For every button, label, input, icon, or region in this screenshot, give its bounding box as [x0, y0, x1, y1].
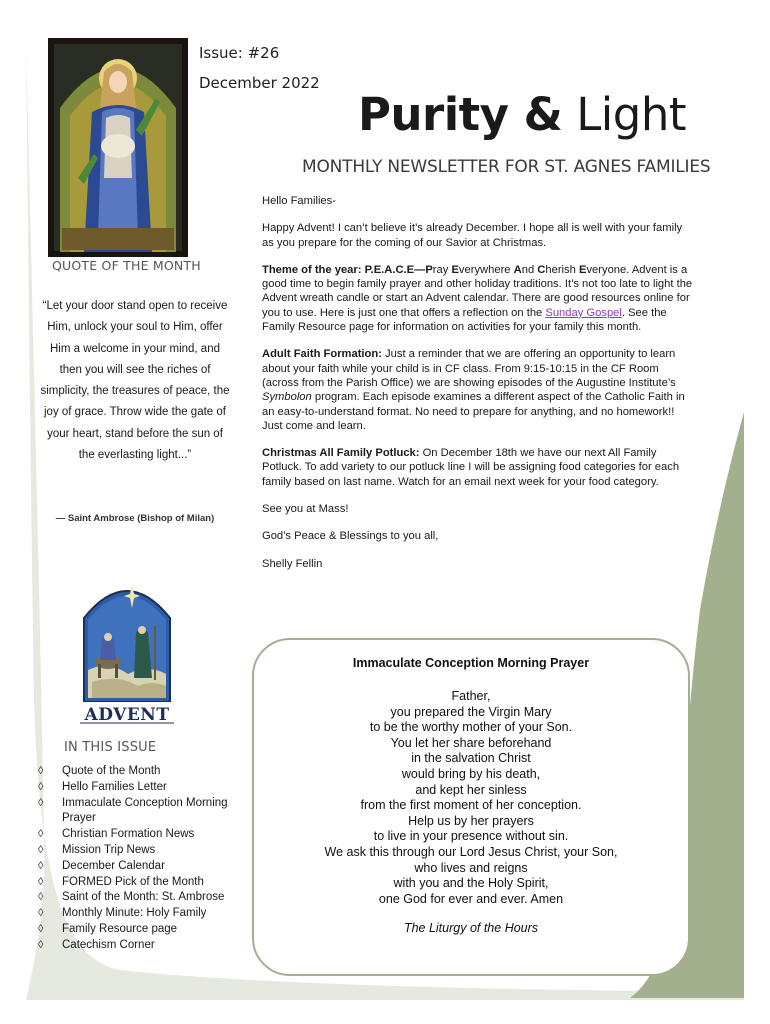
theme-initial: E	[451, 263, 459, 276]
prayer-line: Help us by her prayers	[408, 813, 534, 828]
newsletter-subtitle: MONTHLY NEWSLETTER FOR ST. AGNES FAMILIES	[302, 157, 711, 177]
prayer-line: from the first moment of her conception.	[360, 798, 582, 813]
list-item-label: Saint of the Month: St. Ambrose	[62, 891, 225, 904]
letter-signature: Shelly Fellin	[262, 557, 323, 570]
diamond-bullet-icon: ◊	[38, 796, 44, 809]
list-item	[38, 859, 243, 875]
prayer-line: one God for ever and ever. Amen	[378, 891, 564, 906]
issue-number: Issue: #26	[199, 44, 280, 62]
hello-families-letter	[262, 194, 694, 584]
title-light: Light	[576, 88, 687, 141]
letter-closing: God’s Peace & Blessings to you all,	[262, 530, 439, 543]
adult-faith-paragraph	[262, 347, 694, 433]
adult-faith-body: Just a reminder that we are offering an opportunity to learn about your faith while your child is in CF class. From 9:15-10:15 in the CF Room (across from the Parish Office) we are showing episodes of the Augustine Institute’s	[262, 348, 676, 389]
theme-word-rest: ray	[432, 263, 452, 276]
list-item-label: Monthly Minute: Holy Family	[62, 907, 207, 920]
theme-initial: P	[425, 263, 433, 276]
list-item	[38, 922, 243, 938]
diamond-bullet-icon: ◊	[38, 780, 44, 793]
list-item-label: Quote of the Month	[62, 765, 161, 777]
advent-holy-family-journey-image	[78, 570, 176, 725]
prayer-title: Immaculate Conception Morning Prayer	[352, 656, 590, 670]
potluck-paragraph	[262, 446, 694, 489]
prayer-line: We ask this through our Lord Jesus Christ, your Son,	[324, 844, 618, 859]
list-item-label: Mission Trip News	[62, 843, 156, 856]
potluck-body: On December 18th we have our next All Family Potluck. To add variety to our potluck line I will be assigning food categories for each family based on last name. Watch for an email next week for your food category.	[262, 447, 680, 488]
prayer-line: in the salvation Christ	[411, 751, 531, 766]
adult-faith-body-end: program. Each episode examines a different aspect of the Catholic Faith in an easy-to-understand format. No need to prepare for anything, and no homework!! Just come and learn.	[262, 391, 685, 432]
prayer-line: to live in your presence without sin.	[373, 829, 569, 844]
theme-initial: E	[578, 263, 587, 276]
diamond-bullet-icon: ◊	[38, 891, 44, 904]
quote-attribution: — Saint Ambrose (Bishop of Milan)	[55, 513, 215, 524]
advent-label: ADVENT	[84, 705, 170, 725]
theme-word-rest: verywhere	[458, 263, 514, 276]
theme-heading: Theme of the year: P.E.A.C.E—	[262, 263, 426, 276]
list-item-label: Catechism Corner	[62, 938, 155, 951]
list-item-label: December Calendar	[62, 859, 165, 872]
prayer-source: The Liturgy of the Hours	[403, 921, 539, 935]
prayer-line: You let her share beforehand	[390, 735, 552, 750]
diamond-bullet-icon: ◊	[38, 922, 44, 935]
potluck-heading: Christmas All Family Potluck:	[262, 447, 420, 460]
list-item	[38, 843, 243, 859]
diamond-bullet-icon: ◊	[38, 843, 44, 856]
prayer-text	[254, 689, 688, 907]
list-item-label: Immaculate Conception Morning Prayer	[62, 796, 228, 825]
theme-initial: A	[513, 263, 522, 276]
list-item-label: Christian Formation News	[62, 828, 195, 841]
sunday-gospel-link[interactable]: Sunday Gospel	[545, 306, 622, 319]
list-item-label: Hello Families Letter	[62, 780, 167, 793]
diamond-bullet-icon: ◊	[38, 828, 44, 841]
list-item	[38, 938, 243, 954]
list-item-label: FORMED Pick of the Month	[62, 875, 204, 888]
prayer-line: and kept her sinless	[415, 782, 527, 797]
stained-glass-virgin-mary-image	[48, 38, 188, 257]
prayer-line: you prepared the Virgin Mary	[390, 704, 552, 719]
theme-paragraph	[262, 263, 694, 334]
see-you-at-mass: See you at Mass!	[262, 503, 349, 516]
diamond-bullet-icon: ◊	[38, 765, 44, 777]
diamond-bullet-icon: ◊	[38, 875, 44, 888]
theme-word-rest: veryone.	[586, 263, 630, 276]
quote-of-the-month-heading: QUOTE OF THE MONTH	[52, 258, 201, 273]
in-this-issue-list	[38, 764, 243, 954]
theme-initial: C	[537, 263, 546, 276]
prayer-line: to be the worthy mother of your Son.	[369, 720, 573, 735]
list-item-label: Family Resource page	[62, 922, 178, 935]
theme-words	[425, 264, 629, 276]
theme-word-rest: nd	[521, 263, 538, 276]
quote-text: “Let your door stand open to receive Him, unlock your soul to Him, offer Him a welcome in your mind, and then you will see the riches of simplicity, the treasures of peace, the joy of grace. Throw wide the gate of your heart, stand before the sun of the everlasting light...”	[40, 300, 230, 462]
list-item	[38, 906, 243, 922]
title-purity: Purity &	[358, 88, 563, 141]
adult-faith-heading: Adult Faith Formation:	[262, 348, 382, 361]
diamond-bullet-icon: ◊	[38, 859, 44, 872]
diamond-bullet-icon: ◊	[38, 907, 44, 920]
diamond-bullet-icon: ◊	[38, 938, 44, 951]
list-item	[38, 827, 243, 843]
newsletter-title	[358, 88, 686, 141]
prayer-line: who lives and reigns	[414, 860, 528, 875]
theme-body-end: . See the Family Resource page for information on activities for your family this month.	[262, 306, 667, 334]
list-item	[38, 890, 243, 906]
list-item	[38, 764, 243, 780]
in-this-issue-heading: IN THIS ISSUE	[64, 740, 157, 755]
theme-word-rest: herish	[545, 263, 579, 276]
letter-intro: Happy Advent! I can’t believe it’s already December. I hope all is well with your family as you prepare for the coming of our Savior at Christmas.	[262, 222, 683, 249]
prayer-line: with you and the Holy Spirit,	[393, 876, 549, 891]
list-item	[38, 796, 243, 828]
letter-greeting: Hello Families-	[262, 195, 336, 207]
prayer-line: would bring by his death,	[401, 766, 541, 781]
list-item	[38, 875, 243, 891]
theme-body: Advent is a good time to begin family prayer and other holiday traditions. It’s not too late to light the Advent wreath candle or start an Advent calendar. There are good resources online for you to use. Here is just one that offers a reflection on the	[262, 263, 693, 319]
list-item	[38, 780, 243, 796]
symbolon-program: Symbolon	[262, 391, 312, 404]
prayer-line: Father,	[451, 689, 491, 703]
prayer-box	[252, 638, 690, 976]
issue-date: December 2022	[199, 74, 320, 92]
